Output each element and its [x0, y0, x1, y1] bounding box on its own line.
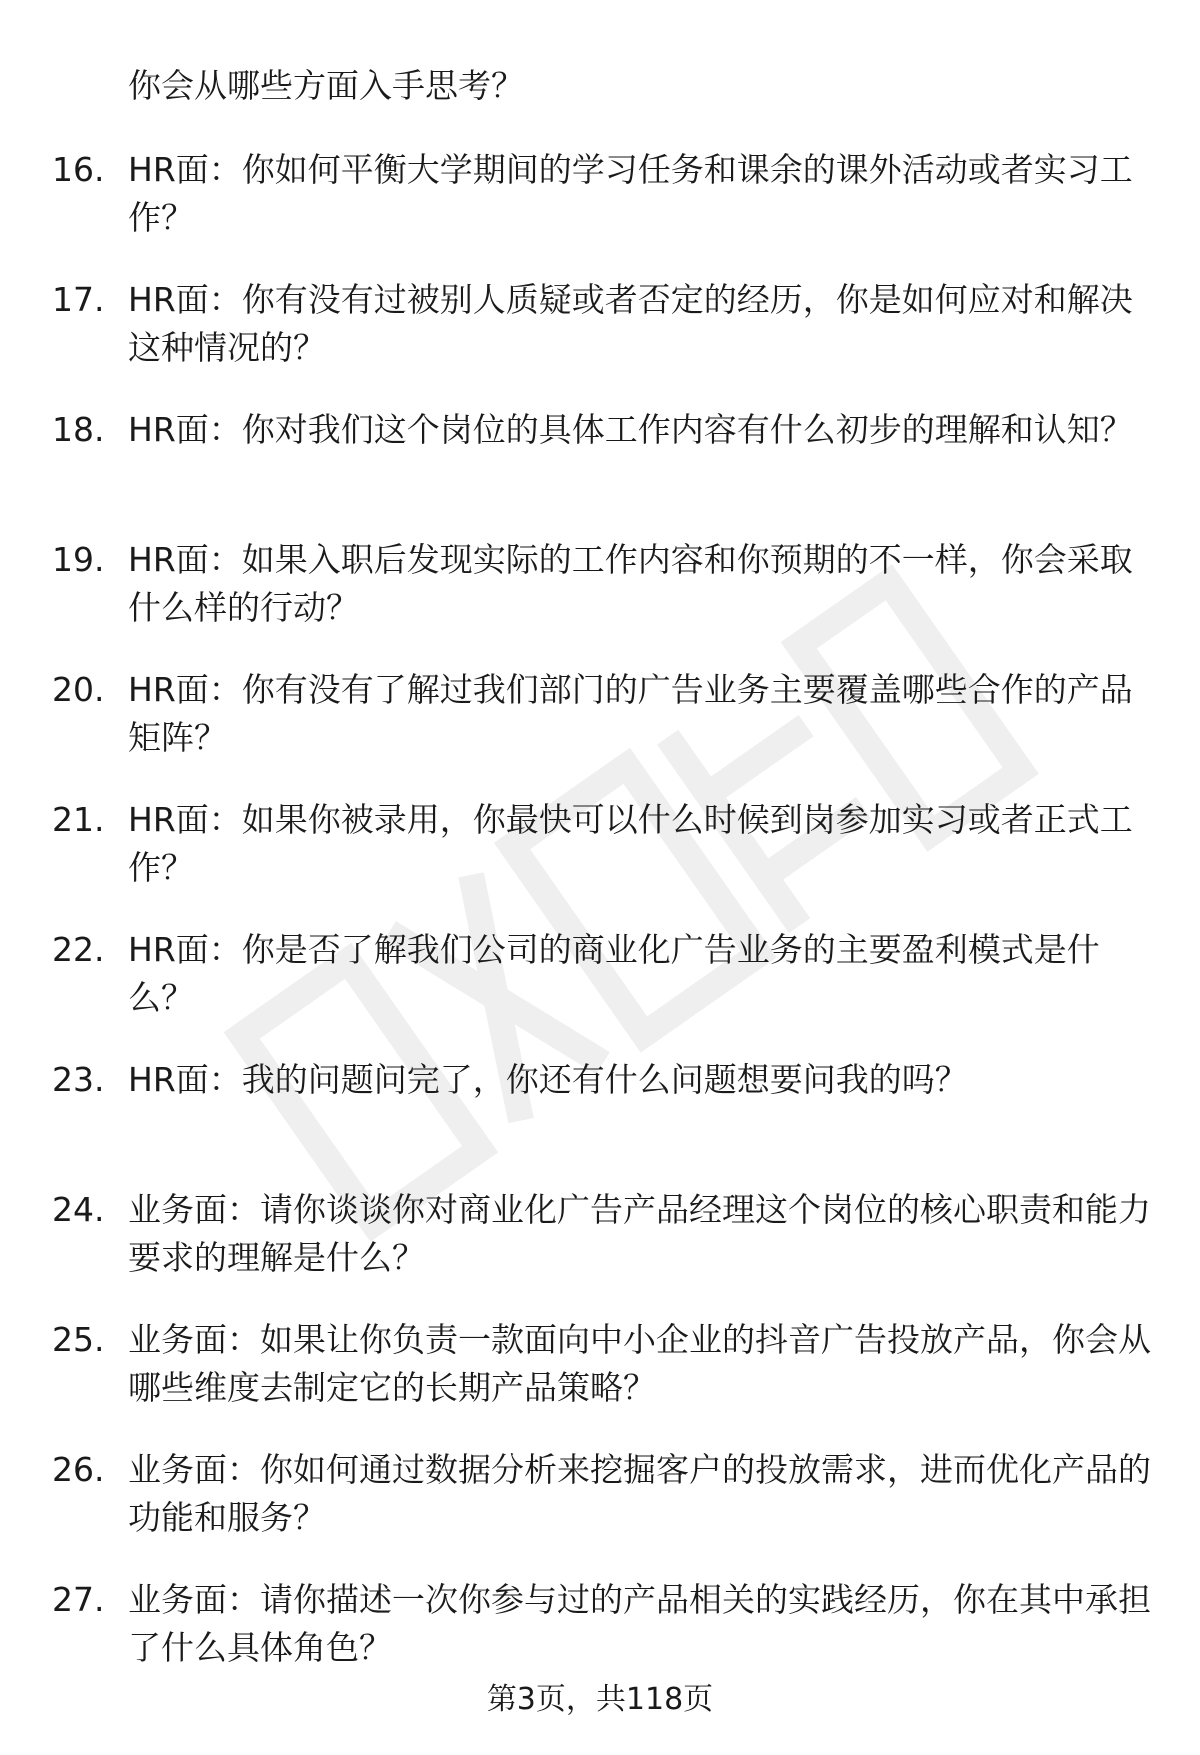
list-item [0, 1446, 1200, 1576]
question-text: 业务面：你如何通过数据分析来挖掘客户的投放需求，进而优化产品的功能和服务？ [128, 1450, 1151, 1537]
continuation-text: 你会从哪些方面入手思考？ [128, 66, 524, 105]
question-text: 业务面：请你描述一次你参与过的产品相关的实践经历，你在其中承担了什么具体角色？ [128, 1580, 1151, 1667]
list-item [0, 276, 1200, 406]
question-text: HR面：你对我们这个岗位的具体工作内容有什么初步的理解和认知？ [128, 410, 1133, 449]
list-item [0, 406, 1200, 536]
list-item [0, 1056, 1200, 1186]
question-text: 业务面：如果让你负责一款面向中小企业的抖音广告投放产品，你会从哪些维度去制定它的长期产品策略？ [128, 1320, 1151, 1407]
question-number: 27. [52, 1580, 105, 1619]
list-item [0, 146, 1200, 276]
list-item [0, 666, 1200, 796]
question-text: HR面：你是否了解我们公司的商业化广告业务的主要盈利模式是什么？ [128, 930, 1100, 1017]
question-number: 25. [52, 1320, 105, 1359]
list-item [0, 1316, 1200, 1446]
question-text: HR面：如果你被录用，你最快可以什么时候到岗参加实习或者正式工作？ [128, 800, 1133, 887]
question-text: HR面：你有没有了解过我们部门的广告业务主要覆盖哪些合作的产品矩阵？ [128, 670, 1133, 757]
question-number: 18. [52, 410, 105, 449]
question-list [0, 146, 1200, 1706]
question-number: 19. [52, 540, 105, 579]
list-item [0, 1186, 1200, 1316]
question-number: 26. [52, 1450, 105, 1489]
question-text: HR面：我的问题问完了，你还有什么问题想要问我的吗？ [128, 1060, 968, 1099]
question-text: HR面：如果入职后发现实际的工作内容和你预期的不一样，你会采取什么样的行动？ [128, 540, 1133, 627]
question-text: HR面：你如何平衡大学期间的学习任务和课余的课外活动或者实习工作？ [128, 150, 1133, 237]
question-number: 24. [52, 1190, 105, 1229]
question-number: 20. [52, 670, 105, 709]
question-text: HR面：你有没有过被别人质疑或者否定的经历，你是如何应对和解决这种情况的？ [128, 280, 1133, 367]
list-item [0, 796, 1200, 926]
question-number: 22. [52, 930, 105, 969]
question-text: 业务面：请你谈谈你对商业化广告产品经理这个岗位的核心职责和能力要求的理解是什么？ [128, 1190, 1151, 1277]
page-footer: 第3页，共118页 [486, 1682, 714, 1717]
question-number: 23. [52, 1060, 105, 1099]
question-number: 16. [52, 150, 105, 189]
question-number: 17. [52, 280, 105, 319]
list-item [0, 536, 1200, 666]
list-item [0, 926, 1200, 1056]
question-number: 21. [52, 800, 105, 839]
